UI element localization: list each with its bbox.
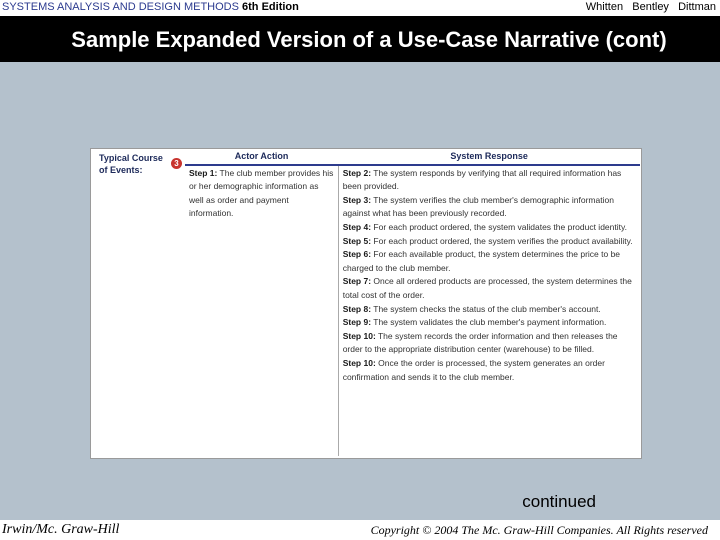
publisher: Irwin/Mc. Graw-Hill — [2, 522, 120, 537]
column-header-system: System Response — [338, 150, 640, 165]
step-item — [343, 330, 636, 357]
step-item — [343, 275, 636, 302]
step-label: Step 10: — [342, 330, 376, 341]
step-text: For each product ordered, the system validates the product identity. — [371, 221, 627, 232]
slide-title: Sample Expanded Version of a Use-Case Narrative (cont) — [71, 27, 667, 52]
step-badge: 3 — [171, 158, 182, 169]
step-label: Step 1: — [189, 167, 218, 178]
step-item — [343, 221, 636, 235]
step-text: The club member provides his or her demographic information as well as order and payment information. — [189, 167, 334, 219]
step-text: The system validates the club member's payment information. — [371, 317, 607, 328]
header-bar — [0, 0, 720, 16]
copyright: Copyright © 2004 The Mc. Graw-Hill Companies. All Rights reserved — [370, 523, 708, 537]
step-label: Step 8: — [342, 303, 372, 314]
use-case-figure — [90, 148, 642, 459]
step-label: Step 5: — [342, 235, 372, 246]
step-text: Once the order is processed, the system generates an order confirmation and sends it to the club member. — [342, 357, 605, 382]
step-label: Step 10: — [342, 357, 376, 368]
step-label: Step 7: — [342, 276, 372, 287]
step-text: Once all ordered products are processed, the system determines the total cost of the order. — [342, 276, 632, 300]
continued-label: continued — [522, 492, 596, 511]
step-item — [343, 316, 636, 330]
course-series: SYSTEMS ANALYSIS AND DESIGN METHODS — [2, 1, 239, 13]
step-label: Step 4: — [342, 221, 372, 232]
step-item — [343, 167, 636, 194]
course-edition: 6th Edition — [242, 1, 299, 13]
step-item — [343, 357, 636, 384]
system-response-cell — [338, 165, 640, 456]
course-title — [2, 0, 299, 14]
step-item — [343, 194, 636, 221]
step-text: The system verifies the club member's demographic information against what has been previously recorded. — [342, 194, 614, 219]
footer-bar — [0, 520, 720, 540]
step-text: The system checks the status of the club member's account. — [371, 303, 601, 314]
authors: Whitten Bentley Dittman — [585, 1, 716, 13]
step-item — [343, 235, 636, 249]
step-text: The system records the order information and then releases the order to the appropriate distribution center (warehouse) to be filled. — [342, 330, 618, 355]
column-header-actor: Actor Action — [185, 150, 338, 165]
step-text: For each available product, the system determines the price to be charged to the club member. — [342, 249, 621, 273]
step-item — [189, 167, 334, 221]
step-label: Step 9: — [342, 317, 372, 328]
section-label: Typical Course of Events: — [99, 153, 163, 175]
step-label: Step 3: — [342, 194, 372, 205]
step-text: For each product ordered, the system verifies the product availability. — [371, 235, 633, 246]
step-item — [343, 248, 636, 275]
events-table — [185, 150, 640, 456]
step-label: Step 2: — [342, 167, 372, 178]
step-label: Step 6: — [342, 249, 372, 260]
title-bar — [0, 16, 720, 62]
step-text: The system responds by verifying that all required information has been provided. — [342, 167, 622, 192]
actor-action-cell — [185, 165, 338, 456]
step-item — [343, 303, 636, 317]
